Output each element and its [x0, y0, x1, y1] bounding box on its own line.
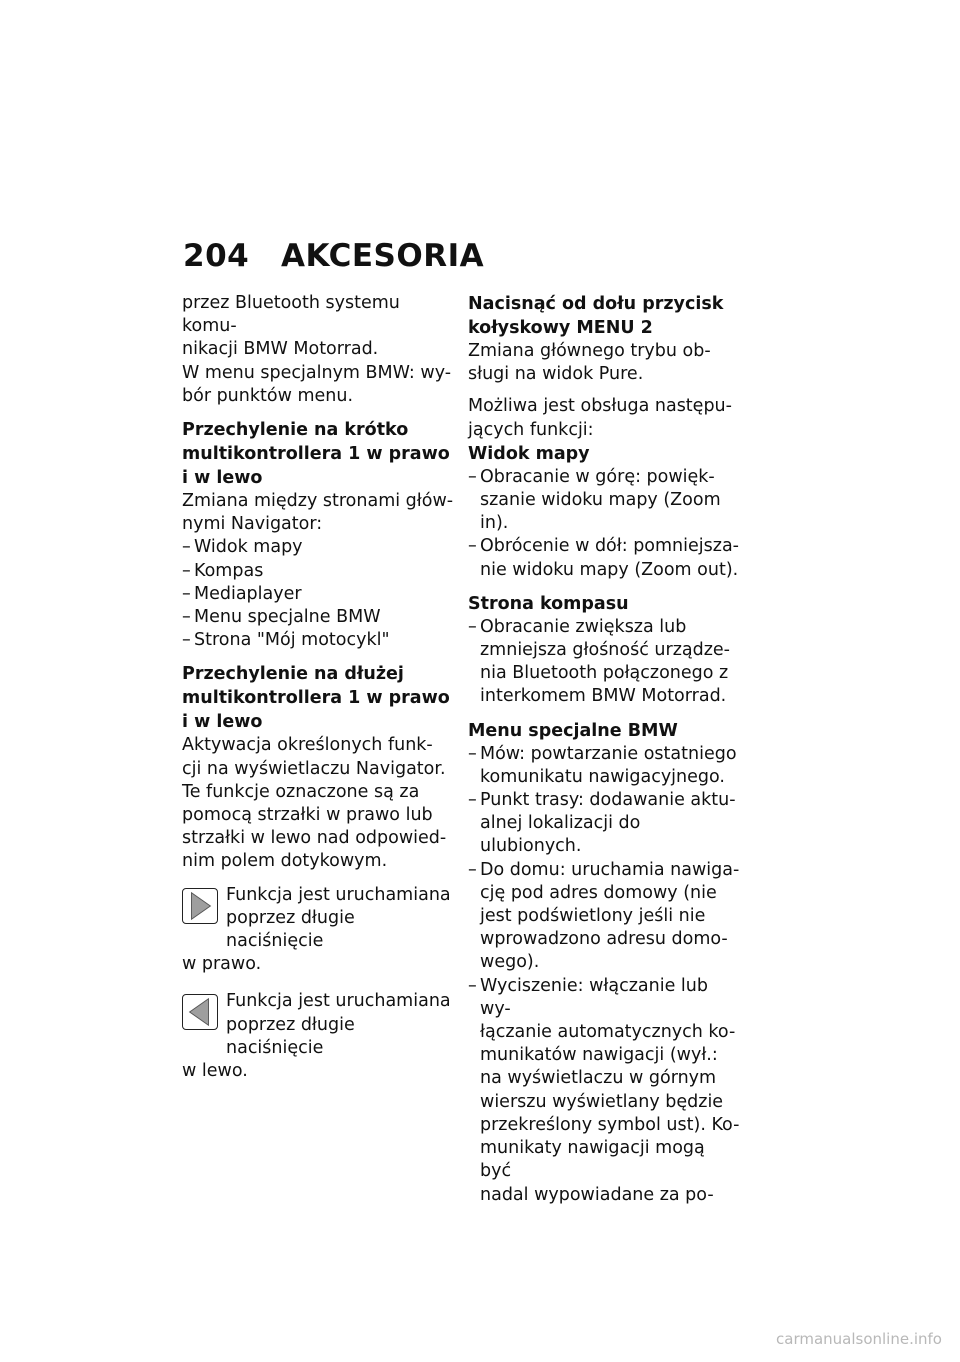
list-item: – Obracanie zwiększa lub zmniejsza głośność urządze- nia Bluetooth połączonego z interkomem BMW Motorrad. [468, 616, 730, 707]
intro-line-2: nikacji BMW Motorrad. [182, 339, 379, 360]
list-item: – Punkt trasy: dodawanie aktu- alnej lokalizacji do ulubionych. [468, 790, 736, 857]
heading-menu-button-1: Nacisnąć od dołu przycisk [468, 294, 724, 314]
activation-line: Aktywacja określonych funk- [182, 735, 433, 756]
heading-menu-button-2: kołyskowy MENU 2 [468, 318, 653, 338]
chapter-title: AKCESORIA [281, 238, 485, 274]
list-item: – Widok mapy [182, 536, 454, 559]
list-item: – Obrócenie w dół: pomniejsza- nie widoku mapy (Zoom out). [468, 536, 739, 580]
activation-line: nim polem dotykowym. [182, 851, 388, 872]
heading-long-tilt-3: i w lewo [182, 712, 263, 733]
arrow-right-icon [182, 888, 218, 924]
list-item: – Wyciszenie: włączanie lub wy- łączanie automatycznych ko- munikatów nawigacji (wył.: na wyświetlaczu w górnym wierszu wyświetlany będzie przekreślony symbol ust). Ko- munikaty nawigacji mogą być nadal wypowiadane za po- [468, 975, 740, 1205]
list-item: – Strona "Mój motocykl" [182, 629, 454, 652]
functions-line-2: jących funkcji: [468, 419, 594, 440]
pure-view-line-1: Zmiana głównego trybu ob- [468, 341, 711, 361]
left-column [182, 292, 454, 1083]
list-item: – Obracanie w górę: powięk- szanie widoku mapy (Zoom in). [468, 466, 721, 534]
heading-long-tilt-1: Przechylenie na dłużej [182, 664, 404, 685]
heading-short-tilt-3: i w lewo [182, 468, 263, 489]
pure-view-line-2: sługi na widok Pure. [468, 364, 644, 385]
switch-pages-line-1: Zmiana między stronami głów- [182, 491, 454, 512]
activation-line: pomocą strzałki w prawo lub [182, 805, 433, 826]
activation-line: cji na wyświetlaczu Navigator. [182, 758, 446, 779]
note-long-press-right [182, 884, 454, 977]
list-item: – Kompas [182, 560, 454, 583]
switch-pages-line-2: nymi Navigator: [182, 514, 323, 535]
heading-compass-page: Strona kompasu [468, 593, 629, 614]
list-item: – Mów: powtarzanie ostatniego komunikatu nawigacyjnego. [468, 743, 737, 787]
menu-line-2: bór punktów menu. [182, 385, 354, 406]
functions-line-1: Możliwa jest obsługa następu- [468, 396, 732, 417]
heading-short-tilt-2: multikontrollera 1 w prawo [182, 444, 450, 465]
note-right-line-3: w prawo. [182, 954, 262, 975]
site-watermark: carmanualsonline.info [776, 1330, 942, 1348]
activation-line: strzałki w lewo nad odpowied- [182, 828, 447, 849]
list-item: – Mediaplayer [182, 583, 454, 606]
heading-bmw-special-menu: Menu specjalne BMW [468, 720, 678, 741]
heading-short-tilt-1: Przechylenie na krótko [182, 420, 409, 441]
list-item: – Do domu: uruchamia nawiga- cję pod adres domowy (nie jest podświetlony jeśli nie wprowadzono adresu domo- wego). [468, 859, 740, 973]
page-header [183, 238, 743, 274]
intro-line-1: przez Bluetooth systemu komu- [182, 293, 400, 337]
arrow-left-icon [182, 994, 218, 1030]
note-left-line-3: w lewo. [182, 1061, 248, 1082]
note-long-press-left [182, 990, 454, 1083]
heading-long-tilt-2: multikontrollera 1 w prawo [182, 688, 450, 709]
note-right-line-2: poprzez długie naciśnięcie [226, 907, 355, 952]
heading-map-view: Widok mapy [468, 443, 590, 464]
note-left-line-1: Funkcja jest uruchamiana [226, 991, 451, 1012]
note-left-line-2: poprzez długie naciśnięcie [226, 1014, 355, 1058]
activation-line: Te funkcje oznaczone są za [182, 781, 420, 802]
right-column [468, 292, 740, 1207]
menu-line-1: W menu specjalnym BMW: wy- [182, 362, 452, 383]
list-item: – Menu specjalne BMW [182, 606, 454, 629]
page-number: 204 [183, 238, 250, 274]
note-right-line-1: Funkcja jest uruchamiana [226, 884, 451, 905]
